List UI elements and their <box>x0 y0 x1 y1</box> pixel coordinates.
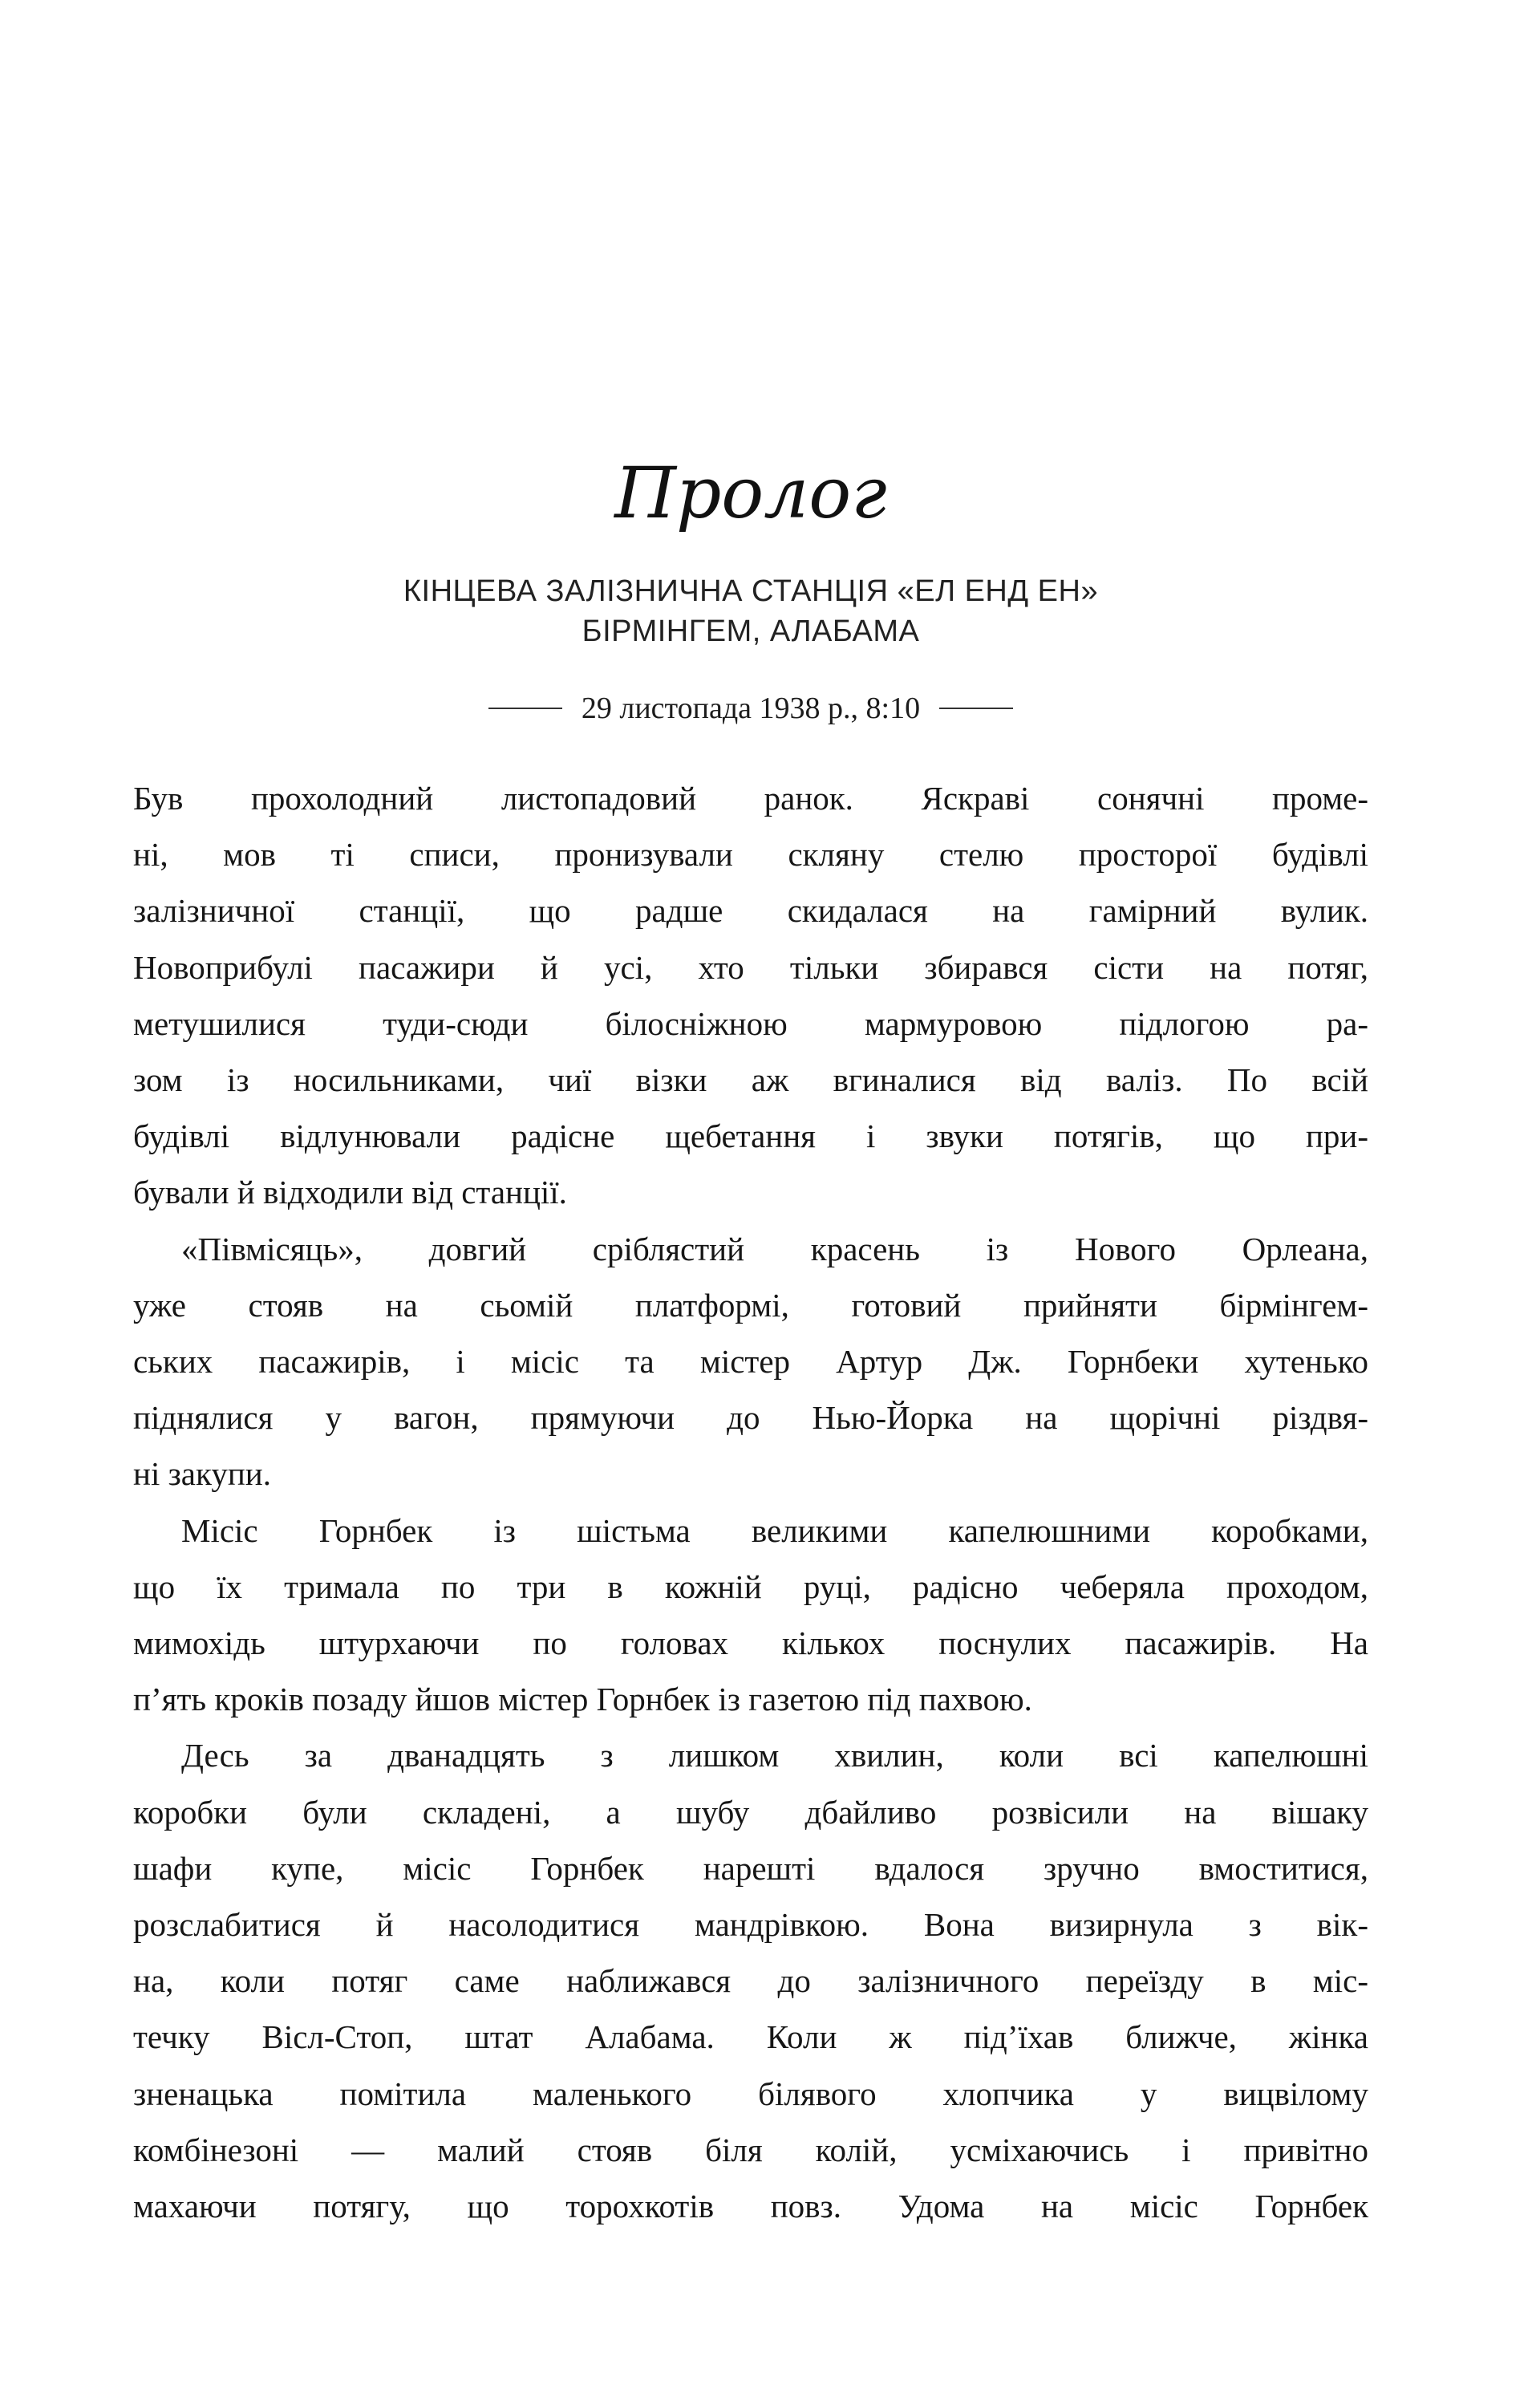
text-line: будівлі відлунювали радісне щебетання і звуки потягів, що при- <box>133 1117 1368 1155</box>
dash-right <box>939 708 1013 709</box>
text-line: що їх тримала по три в кожній руці, радісно чеберяла проходом, <box>133 1568 1368 1605</box>
text-line: бували й відходили від станції. <box>133 1174 567 1211</box>
text-line: ні закупи. <box>133 1455 271 1493</box>
text-line: Був прохолодний листопадовий ранок. Яскраві сонячні проме- <box>133 780 1368 817</box>
dateline <box>133 686 1368 731</box>
paragraph-4 <box>133 1727 1368 2234</box>
location-line-1: КІНЦЕВА ЗАЛІЗНИЧНА СТАНЦІЯ «ЕЛ ЕНД ЕН» <box>403 574 1099 608</box>
text-line: уже стояв на сьомій платформі, готовий прийняти бірмінгем- <box>133 1286 1368 1324</box>
text-line: махаючи потягу, що торохкотів повз. Удома на місіс Горнбек <box>133 2188 1368 2225</box>
text-line: коробки були складені, а шубу дбайливо розвісили на вішаку <box>133 1793 1368 1831</box>
paragraph-3 <box>133 1503 1368 1728</box>
text-line: ні, мов ті списи, пронизували скляну стелю просторої будівлі <box>133 836 1368 874</box>
text-line: шафи купе, місіс Горнбек нарешті вдалося зручно вмоститися, <box>133 1849 1368 1887</box>
paragraph-1 <box>133 770 1368 1221</box>
text-line: залізничної станції, що радше скидалася на гамірний вулик. <box>133 892 1368 930</box>
paragraph-2 <box>133 1221 1368 1503</box>
dateline-text: 29 листопада 1938 р., 8:10 <box>581 691 921 725</box>
text-line: піднялися у вагон, прямуючи до Нью-Йорка на щорічні різдвя- <box>133 1399 1368 1437</box>
body-text <box>133 770 1368 2234</box>
location-line-2: БІРМІНГЕМ, АЛАБАМА <box>582 614 920 648</box>
text-line: течку Вісл-Стоп, штат Алабама. Коли ж під’їхав ближче, жінка <box>133 2018 1368 2056</box>
text-line: «Півмісяць», довгий сріблястий красень із Нового Орлеана, <box>181 1230 1368 1267</box>
text-line: зненацька помітила маленького білявого хлопчика у вицвілому <box>133 2074 1368 2112</box>
text-line: Новоприбулі пасажири й усі, хто тільки збирався сісти на потяг, <box>133 948 1368 986</box>
text-line: комбінезоні — малий стояв біля колій, усміхаючись і привітно <box>133 2131 1368 2168</box>
text-line: метушилися туди-сюди білосніжною мармуровою підлогою ра- <box>133 1004 1368 1042</box>
text-line: Десь за дванадцять з лишком хвилин, коли всі капелюшні <box>181 1737 1368 1774</box>
text-line: зом із носильниками, чиї візки аж вгиналися від валіз. По всій <box>133 1061 1368 1099</box>
text-line: розслабитися й насолодитися мандрівкою. Вона визирнула з вік- <box>133 1906 1368 1944</box>
text-line: ських пасажирів, і місіс та містер Артур Дж. Горнбеки хутенько <box>133 1343 1368 1381</box>
text-line: п’ять кроків позаду йшов містер Горнбек із газетою під пахвою. <box>133 1681 1032 1718</box>
dash-left <box>488 708 562 709</box>
text-line: на, коли потяг саме наближався до залізничного переїзду в міс- <box>133 1962 1368 2000</box>
chapter-title: Пролог <box>614 452 887 534</box>
text-line: Місіс Горнбек із шістьма великими капелюшними коробками, <box>181 1511 1368 1549</box>
text-line: мимохідь штурхаючи по головах кількох поснулих пасажирів. На <box>133 1624 1368 1662</box>
